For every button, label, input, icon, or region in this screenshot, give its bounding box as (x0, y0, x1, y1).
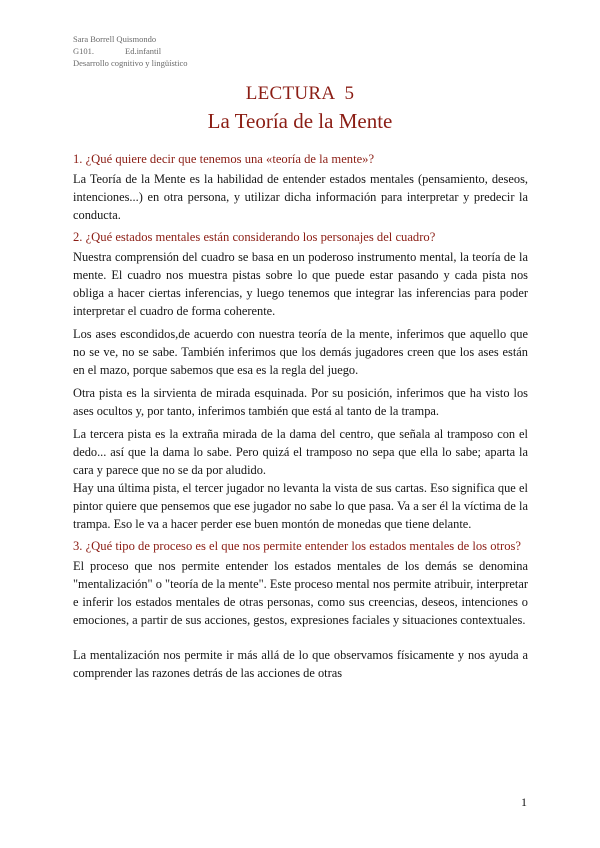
answer-3-paragraph-2: La mentalización nos permite ir más allá de lo que observamos físicamente y nos ayuda a comprender las razones detrás de las acciones de otras (73, 648, 528, 680)
title-block (0, 82, 600, 135)
answer-1: La Teoría de la Mente es la habilidad de entender estados mentales (pensamiento, deseos, intenciones...) en otra persona, y utilizar dicha información para interpretar y predecir la conducta. (73, 172, 528, 222)
answer-3-paragraph-1: El proceso que nos permite entender los estados mentales de los demás se denomina "mentalización" o "teoría de la mente". Este proceso mental nos permite atribuir, interpretar e inferir los estados mentales de otras personas, como sus creencias, deseos, intenciones o emociones, a partir de sus acciones, gestos, expresiones faciales y situaciones contextuales. (73, 559, 528, 627)
subject-name: Desarrollo cognitivo y lingüístico (73, 58, 188, 68)
main-title: La Teoría de la Mente (207, 109, 393, 133)
answer-2-paragraph-2: Los ases escondidos,de acuerdo con nuestra teoría de la mente, inferimos que aquello que no se ve, no se sabe. También inferimos que los demás jugadores creen que los ases están en el mazo, porque sabemos que esa es la regla del juego. (73, 327, 528, 377)
answer-2-paragraph-3: Otra pista es la sirvienta de mirada esquinada. Por su posición, inferimos que ha visto los ases ocultos y, por tanto, inferimos también que está al tanto de la trampa. (73, 386, 528, 418)
author-name: Sara Borrell Quismondo (73, 34, 157, 44)
answer-2-paragraph-5: Hay una última pista, el tercer jugador no levanta la vista de sus cartas. Eso significa que el pintor quiere que pensemos que ese jugador no sabe lo que pasa. Va a ser él la víctima de la trampa. Eso le va a hacer perder ese buen montón de monedas que tiene delante. (73, 481, 528, 531)
question-2: 2. ¿Qué estados mentales están considerando los personajes del cuadro? (73, 230, 436, 244)
document-header (73, 33, 188, 69)
question-1: 1. ¿Qué quiere decir que tenemos una «teoría de la mente»? (73, 152, 375, 166)
reading-number-title: LECTURA 5 (245, 83, 355, 104)
question-3: 3. ¿Qué tipo de proceso es el que nos permite entender los estados mentales de los otros? (73, 539, 522, 553)
answer-2-paragraph-4: La tercera pista es la extraña mirada de la dama del centro, que señala al tramposo con el dedo... así que la dama lo sabe. Pero quizá el tramposo no sepa que ella lo sabe; aparta la cara y parece que no se da por aludido. (73, 427, 528, 477)
page-number: 1 (521, 795, 527, 809)
group-course-row (73, 45, 188, 57)
course-name: Ed.infantil (125, 46, 162, 56)
paragraph-spacer (73, 634, 528, 646)
group-code: G101. (73, 46, 95, 56)
document-body (73, 151, 528, 687)
answer-2-paragraph-1: Nuestra comprensión del cuadro se basa en un poderoso instrumento mental, la teoría de la mente. El cuadro nos muestra pistas sobre lo que puede estar pasando y cada pista nos obliga a hacer ciertas inferencias, y luego tenemos que integrar las inferencias para poder interpretar el cuadro de forma coherente. (73, 250, 528, 318)
